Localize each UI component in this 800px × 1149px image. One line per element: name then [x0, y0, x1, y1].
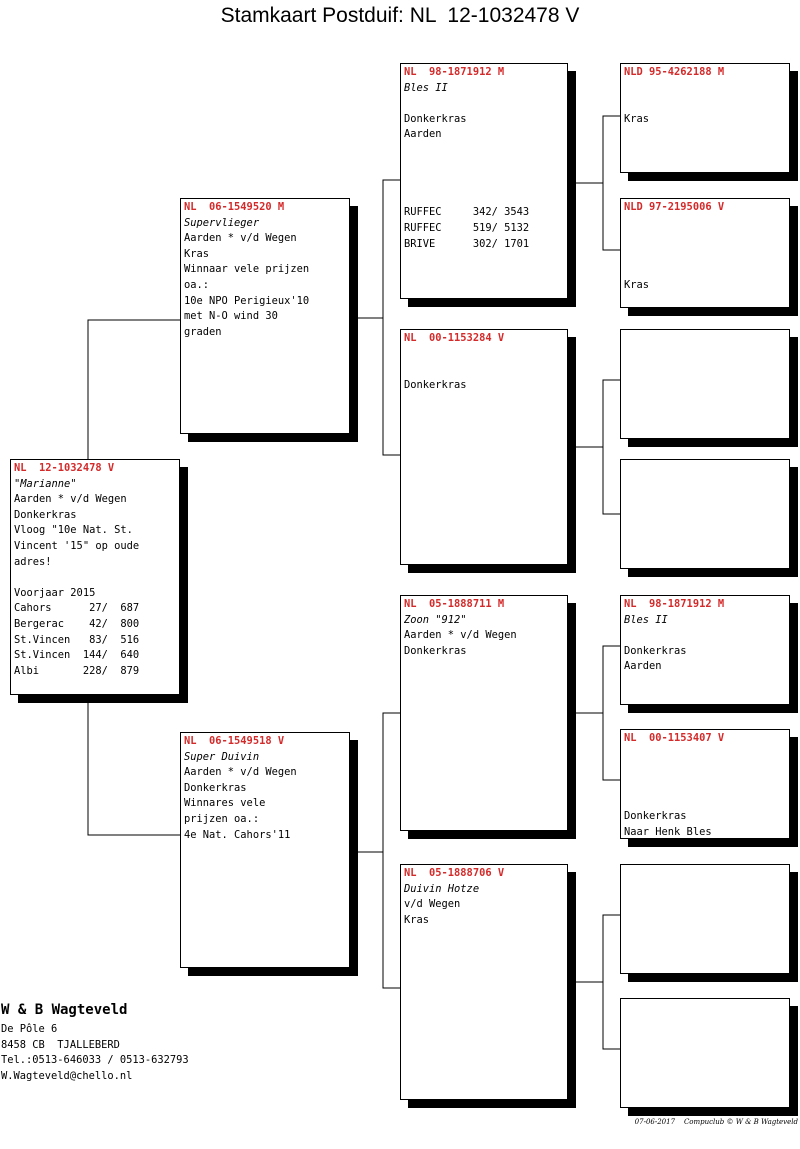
ring-number: NL 06-1549520 M [184, 201, 285, 213]
connector-mm-m [603, 982, 620, 1049]
pigeon-detail-line [404, 143, 564, 159]
pigeon-card-mother [180, 732, 350, 968]
pigeon-name [624, 216, 786, 232]
pigeon-name [624, 1016, 786, 1032]
pigeon-card-mm-mother [620, 998, 790, 1108]
pigeon-name [624, 347, 786, 363]
pigeon-card-mf-father [620, 595, 790, 705]
ring-number: NL 05-1888706 V [404, 867, 505, 879]
connector-fm-m [603, 447, 620, 514]
pigeon-detail-line [404, 174, 564, 190]
pigeon-detail-line: v/d Wegen [404, 898, 461, 911]
pigeon-detail-line: oa.: [184, 278, 210, 291]
pigeon-detail-line: Donkerkras [404, 644, 467, 657]
breeder-city: 8458 CB TJALLEBERD [1, 1038, 120, 1051]
pigeon-detail-line [624, 231, 786, 247]
pigeon-detail-line [624, 778, 786, 794]
connector-mother-mf [350, 713, 400, 852]
pigeon-detail-line: Donkerkras [404, 112, 467, 125]
pigeon-detail-line [624, 262, 786, 278]
pigeon-detail-line: Kras [624, 112, 650, 125]
pigeon-name: Super Duivin [184, 750, 260, 763]
pigeon-name [624, 477, 786, 493]
connector-father-ff [350, 180, 400, 318]
pigeon-card-ff-father [620, 63, 790, 173]
pigeon-card-father [180, 198, 350, 434]
breeder-name: W & B Wagteveld [1, 1002, 128, 1018]
breeder-address: De Pôle 6 [1, 1023, 58, 1035]
pigeon-card-father-mother [400, 329, 568, 565]
pigeon-detail-line: Donkerkras [404, 378, 467, 391]
pigeon-detail-line [404, 96, 564, 112]
pigeon-card-mm-father [620, 864, 790, 974]
pigeon-detail-line [14, 570, 176, 586]
pigeon-card-fm-father [620, 329, 790, 439]
pigeon-detail-line: adres! [14, 555, 52, 568]
pigeon-detail-line [404, 190, 564, 206]
ring-number: NL 98-1871912 M [624, 598, 725, 610]
breeder-phone: Tel.:0513-646033 / 0513-632793 [1, 1054, 189, 1067]
connector-self-father [88, 320, 180, 460]
pigeon-name [624, 747, 786, 763]
ring-number [624, 331, 786, 347]
ring-number: NLD 97-2195006 V [624, 201, 725, 213]
footer [635, 1118, 798, 1126]
pigeon-name [624, 882, 786, 898]
pigeon-detail-line: Winnares vele [184, 797, 266, 810]
pigeon-detail-line: Aarden [624, 660, 662, 673]
breeder-email: W.Wagteveld@chello.nl [1, 1069, 133, 1082]
breeder-info [1, 1000, 189, 1084]
pigeon-card-mother-father [400, 595, 568, 831]
pigeon-detail-line: Aarden * v/d Wegen [404, 629, 517, 642]
ring-number: NL 05-1888711 M [404, 598, 505, 610]
pigeon-name: Supervlieger [184, 216, 260, 229]
ring-number: NL 06-1549518 V [184, 735, 285, 747]
connector-mf-m [603, 713, 620, 780]
pigeon-detail-line: Aarden * v/d Wegen [184, 232, 297, 245]
connector-father-parents [350, 180, 400, 318]
pigeon-detail-line: RUFFEC 519/ 5132 [404, 221, 530, 234]
pigeon-card-father-father [400, 63, 568, 299]
pigeon-name: Bles II [624, 613, 668, 626]
pigeon-detail-line: 10e NPO Perigieux'10 [184, 294, 310, 307]
pigeon-detail-line: met N-O wind 30 [184, 310, 278, 323]
footer-credit: Compuclub © W & B Wagteveld [683, 1118, 798, 1126]
pigeon-detail-line: Bergerac 42/ 800 [14, 617, 140, 630]
connector-fm-parents [568, 380, 620, 447]
pigeon-detail-line: Vloog "10e Nat. St. [14, 524, 133, 537]
connector-mm-parents [568, 915, 620, 982]
pigeon-detail-line: Aarden * v/d Wegen [14, 493, 127, 506]
connector-father-fm [383, 318, 400, 455]
page-title: Stamkaart Postduif: NL 12-1032478 V [220, 4, 580, 27]
pigeon-detail-line: Vincent '15" op oude [14, 539, 140, 552]
pigeon-detail-line [624, 762, 786, 778]
pigeon-detail-line: Naar Henk Bles [624, 825, 712, 838]
pigeon-name [404, 347, 564, 363]
pigeon-detail-line: Aarden [404, 128, 442, 141]
pigeon-detail-line: Kras [184, 247, 210, 260]
pigeon-detail-line: BRIVE 302/ 1701 [404, 237, 530, 250]
pigeon-detail-line: Donkerkras [624, 809, 687, 822]
pigeon-detail-line: St.Vincen 83/ 516 [14, 633, 140, 646]
ring-number [624, 1000, 786, 1016]
pigeon-detail-line: Albi 228/ 879 [14, 664, 140, 677]
pigeon-name: Bles II [404, 81, 448, 94]
pigeon-name [624, 81, 786, 97]
pigeon-card-mother-mother [400, 864, 568, 1100]
pigeon-card-self [10, 459, 180, 695]
pigeon-detail-line: Winnaar vele prijzen [184, 263, 310, 276]
pigeon-detail-line [624, 628, 786, 644]
pigeon-detail-line [624, 793, 786, 809]
ring-number: NLD 95-4262188 M [624, 66, 725, 78]
pigeon-detail-line: Aarden * v/d Wegen [184, 766, 297, 779]
pigeon-detail-line: prijzen oa.: [184, 812, 260, 825]
pigeon-detail-line: Donkerkras [184, 781, 247, 794]
connector-mother-mm [383, 852, 400, 988]
pigeon-detail-line: RUFFEC 342/ 3543 [404, 206, 530, 219]
pigeon-detail-line [404, 362, 564, 378]
pigeon-detail-line: Kras [624, 278, 650, 291]
pigeon-card-mf-mother [620, 729, 790, 839]
pigeon-name: "Marianne" [14, 477, 77, 490]
pigeon-detail-line: Voorjaar 2015 [14, 586, 96, 599]
ring-number: NL 12-1032478 V [14, 462, 115, 474]
pigeon-detail-line: Donkerkras [14, 508, 77, 521]
pigeon-card-ff-mother [620, 198, 790, 308]
ring-number: NL 00-1153407 V [624, 732, 725, 744]
pigeon-detail-line: Kras [404, 913, 430, 926]
ring-number [624, 461, 786, 477]
pigeon-detail-line [624, 96, 786, 112]
ring-number: NL 98-1871912 M [404, 66, 505, 78]
connector-ff-parents [568, 116, 620, 183]
connector-ff-m [603, 183, 620, 250]
pigeon-detail-line: Cahors 27/ 687 [14, 602, 140, 615]
pigeon-detail-line [624, 247, 786, 263]
pigeon-card-fm-mother [620, 459, 790, 569]
pigeon-name: Duivin Hotze [404, 882, 480, 895]
pigeon-detail-line: Donkerkras [624, 644, 687, 657]
ring-number [624, 866, 786, 882]
ring-number: NL 00-1153284 V [404, 332, 505, 344]
pigeon-detail-line: graden [184, 325, 222, 338]
connector-mf-parents [568, 646, 620, 713]
pigeon-detail-line: St.Vincen 144/ 640 [14, 649, 140, 662]
footer-date: 07-06-2017 [634, 1118, 676, 1126]
connector-self-mother [88, 695, 180, 835]
pigeon-name: Zoon "912" [404, 613, 467, 626]
pigeon-detail-line: 4e Nat. Cahors'11 [184, 828, 291, 841]
pigeon-detail-line [404, 159, 564, 175]
